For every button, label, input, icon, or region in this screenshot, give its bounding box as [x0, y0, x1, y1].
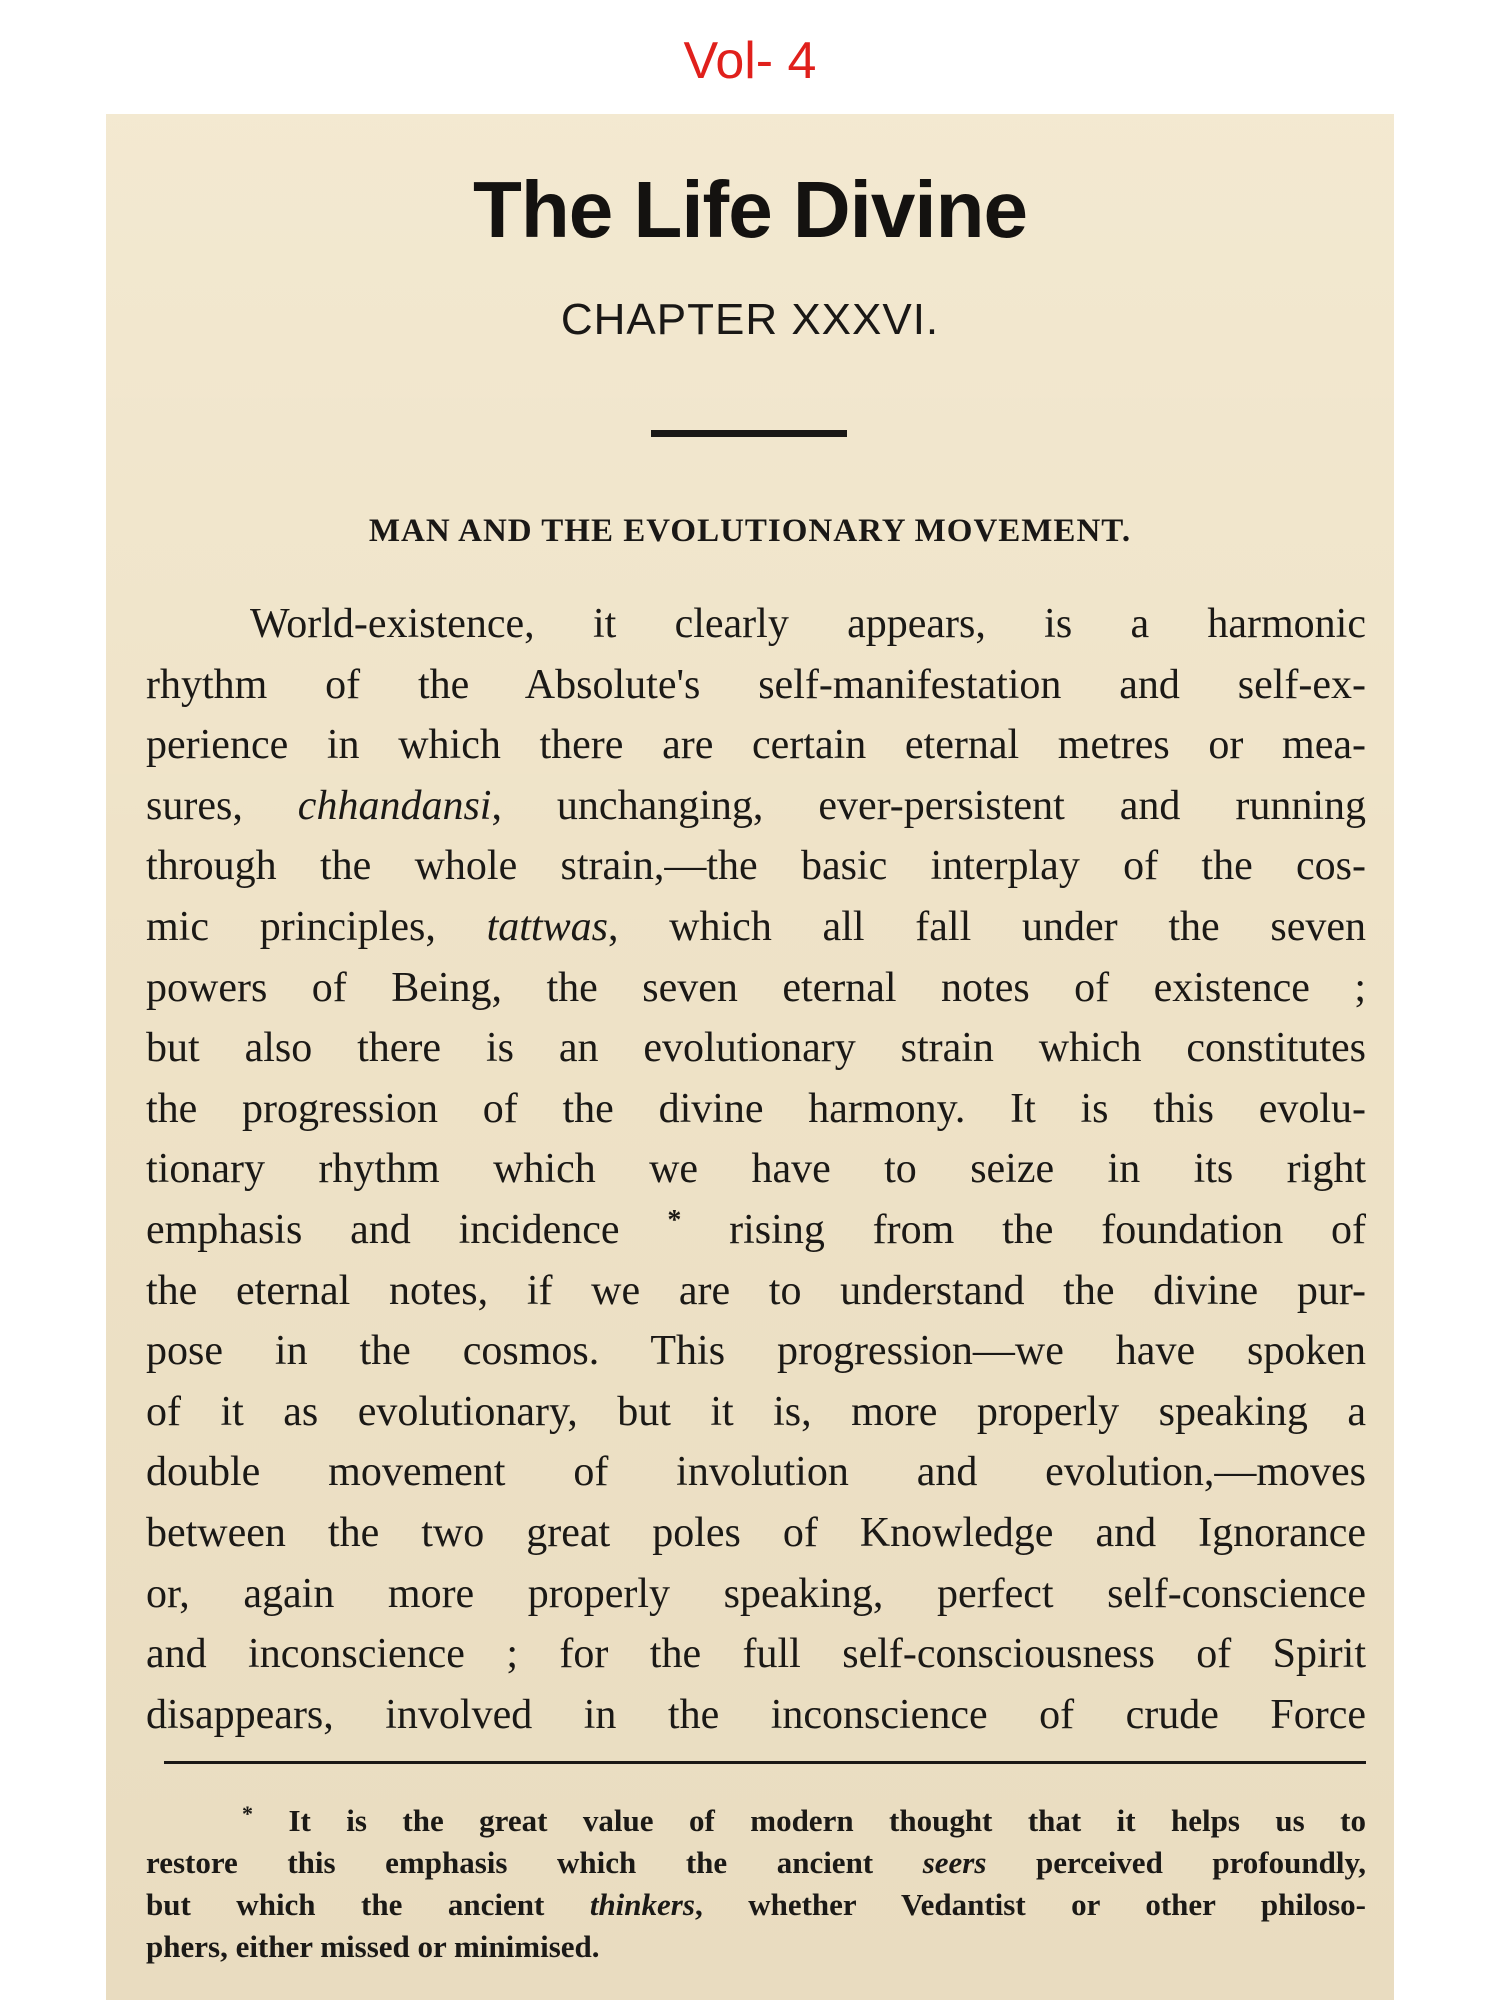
body-line [146, 897, 1366, 958]
chapter-divider [651, 430, 847, 437]
italic-term: tattwas [486, 903, 608, 950]
footnote-line [146, 1842, 1366, 1884]
italic-term: chhandansi [297, 782, 492, 829]
text-run: rhythm of the Absolute's self-manifestation and self-ex- [146, 661, 1366, 708]
footnote-line [146, 1800, 1366, 1842]
text-run: of it as evolutionary, but it is, more properly speaking a [146, 1388, 1366, 1435]
body-text [146, 594, 1366, 1745]
text-run: , which all fall under the seven [607, 903, 1367, 950]
footnote-marker: * [242, 1801, 253, 1826]
text-run: emphasis and incidence [146, 1206, 668, 1253]
body-line [146, 1685, 1366, 1746]
text-run: the eternal notes, if we are to understand the divine pur- [146, 1267, 1366, 1314]
text-run: powers of Being, the seven eternal notes of existence ; [146, 964, 1366, 1011]
body-line [146, 1200, 1366, 1261]
text-run: perience in which there are certain eternal metres or mea- [146, 722, 1366, 769]
body-line [146, 836, 1366, 897]
body-line [146, 1442, 1366, 1503]
text-run: tionary rhythm which we have to seize in its right [146, 1146, 1366, 1193]
text-run: perceived profoundly, [986, 1845, 1367, 1880]
chapter-heading: CHAPTER XXXVI. [560, 295, 940, 344]
text-run: World-existence, it clearly appears, is a harmonic [250, 601, 1366, 647]
body-line [146, 715, 1366, 776]
text-run: restore this emphasis which the ancient [146, 1845, 923, 1880]
text-run: but which the ancient [146, 1887, 590, 1922]
body-line [146, 1382, 1366, 1443]
body-line [146, 1079, 1366, 1140]
text-run: through the whole strain,—the basic interplay of the cos- [146, 843, 1366, 890]
body-line [146, 1624, 1366, 1685]
volume-label: Vol- 4 [683, 32, 817, 90]
body-line [146, 594, 1366, 655]
text-run: It is the great value of modern thought that it helps us to [253, 1803, 1366, 1838]
body-line [146, 1564, 1366, 1625]
book-page [106, 114, 1394, 2000]
text-run: , whether Vedantist or other philoso- [694, 1887, 1366, 1922]
body-line [146, 1503, 1366, 1564]
footnote [146, 1800, 1366, 1968]
text-run: but also there is an evolutionary strain which constitutes [146, 1025, 1366, 1072]
body-line [146, 1018, 1366, 1079]
text-run: the progression of the divine harmony. It is this evolu- [146, 1085, 1366, 1132]
text-run: rising from the foundation of [681, 1206, 1367, 1253]
footnote-line [146, 1884, 1366, 1926]
body-line [146, 776, 1366, 837]
text-run: phers, either missed or minimised. [146, 1929, 600, 1964]
text-run: pose in the cosmos. This progression—we have spoken [146, 1328, 1366, 1375]
italic-term: seers [922, 1845, 987, 1880]
text-run: mic principles, [146, 903, 487, 950]
text-run: , unchanging, ever-persistent and running [491, 782, 1366, 829]
italic-term: thinkers [589, 1887, 695, 1922]
body-line [146, 655, 1366, 716]
text-run: or, again more properly speaking, perfect self-conscience [146, 1570, 1366, 1617]
text-run: disappears, involved in the inconscience of crude Force [146, 1691, 1366, 1738]
text-run: double movement of involution and evolution,—moves [146, 1449, 1366, 1496]
section-heading: MAN AND THE EVOLUTIONARY MOVEMENT. [368, 513, 1132, 549]
text-run: between the two great poles of Knowledge and Ignorance [146, 1509, 1366, 1556]
body-line [146, 1139, 1366, 1200]
footnote-line [146, 1926, 1366, 1968]
footnote-marker: * [667, 1204, 682, 1236]
book-title: The Life Divine [473, 165, 1027, 254]
text-run: and inconscience ; for the full self-consciousness of Spirit [146, 1631, 1366, 1678]
body-line [146, 1261, 1366, 1322]
body-line [146, 958, 1366, 1019]
body-line [146, 1321, 1366, 1382]
footnote-divider [164, 1761, 1366, 1764]
text-run: sures, [146, 782, 298, 829]
